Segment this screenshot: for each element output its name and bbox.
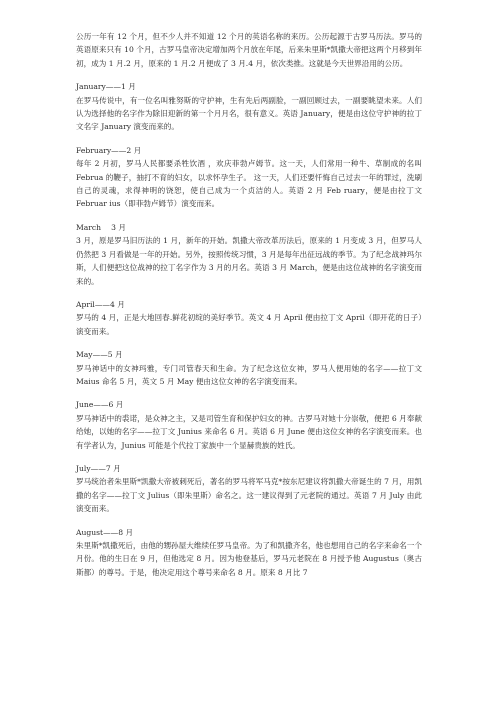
section-heading: February——2 月 (76, 145, 142, 155)
section-august (76, 526, 422, 580)
section-july (76, 462, 422, 516)
section-january (76, 80, 422, 134)
section-heading: July——7 月 (76, 463, 121, 473)
section-june (76, 398, 422, 452)
section-heading: March 3 月 (76, 222, 126, 232)
section-heading: April——4 月 (76, 299, 125, 309)
section-april (76, 298, 422, 338)
section-body: 3 月，原是罗马旧历法的 1 月，新年的开始。凯撒大帝改革历法后，原来的 1 月变成 3 月，但罗马人仍然把 3 月看做是一年的开始。另外，按照传统习惯，3 月是每年出征远战的季节。为了纪念战神玛尔斯，人们便把这位战神的拉丁名字作为 3 月的月名。英语 3 月 March，便是由这位战神的名字演变而来的。 (76, 236, 422, 286)
section-body: 每年 2 月初，罗马人民都要杀牲饮酒 ，欢庆菲勃卢姆节。这一天，人们常用一种牛、草制成的名叫 Februa 的鞭子，抽打不育的妇女，以求怀孕生子。 这一天，人们还要忏悔自己过去一年的罪过，洗刷自己的灵魂，求得神明的饶恕，使自己成为一个贞洁的人。英语 2 月 Feb ruary，便是由拉丁文 Februar ius（即菲勃卢姆节）演变而来。 (76, 159, 422, 209)
section-heading: June——6 月 (76, 400, 124, 410)
intro-paragraph: 公历一年有 12 个月，但不少人并不知道 12 个月的英语名称的来历。公历起源于古罗马历法。罗马的英语原来只有 10 个月，古罗马皇帝决定增加两个月放在年尾，后来朱里斯*凯撒大帝把这两个月移到年初，成为 1 月.2 月，原来的 1 月.2 月便成了 3 月.4 月，依次类推。这就是今天世界沿用的公历。 (76, 32, 422, 68)
section-may (76, 348, 422, 388)
section-body: 罗马神话中的裘诺，是众神之主，又是司管生育和保护妇女的神。古罗马对她十分崇敬，便把 6 月奉献给她，以她的名字——拉丁文 Junius 来命名 6 月。英语 6 月 June 便由这位女神的名字演变而来。也有学者认为，Junius 可能是个代拉丁家族中一个显赫贵族的姓氏。 (76, 413, 422, 450)
section-march (76, 221, 422, 288)
document-page (76, 30, 422, 579)
section-body: 罗马统治者朱里斯*凯撒大帝被刺死后，著名的罗马将军马克*按东尼建议将凯撒大帝诞生的 7 月，用凯撒的名字——拉丁文 Julius（即朱里斯）命名之。这一建议得到了元老院的通过。英语 7 月 July 由此演变而来。 (76, 477, 422, 514)
section-heading: August——8 月 (76, 527, 134, 537)
section-body: 罗马神话中的女神玛雅，专门司管春天和生命。为了纪念这位女神，罗马人便用她的名字——拉丁文 Maius 命名 5 月，英文 5 月 May 便由这位女神的名字演变而来。 (76, 363, 422, 386)
section-body: 在罗马传说中，有一位名叫雅努斯的守护神，生有先后两副脸，一副回顾过去，一副要眺望未来。人们认为选择他的名字作为除旧迎新的第一个月月名，很有意义。英语 January，便是由这位守护神的拉丁文名字 January 演变而来的。 (76, 95, 422, 132)
section-heading: May——5 月 (76, 350, 123, 360)
section-body: 罗马的 4 月，正是大地回春.鲜花初绽的美好季节。英文 4 月 April 便由拉丁文 April（即开花的日子）演变而来。 (76, 313, 422, 336)
section-february (76, 144, 422, 211)
section-body: 朱里斯*凯撒死后，由他的甥孙屋大维续任罗马皇帝。为了和凯撒齐名，他也想用自己的名字来命名一个月份。他的生日在 9 月，但他选定 8 月。因为他登基后，罗马元老院在 8 月授予他 Augustus（奥古斯都）的尊号。于是，他决定用这个尊号来命名 8 月。原来 8 月比 7 (76, 541, 422, 577)
section-heading: January——1 月 (76, 82, 136, 92)
